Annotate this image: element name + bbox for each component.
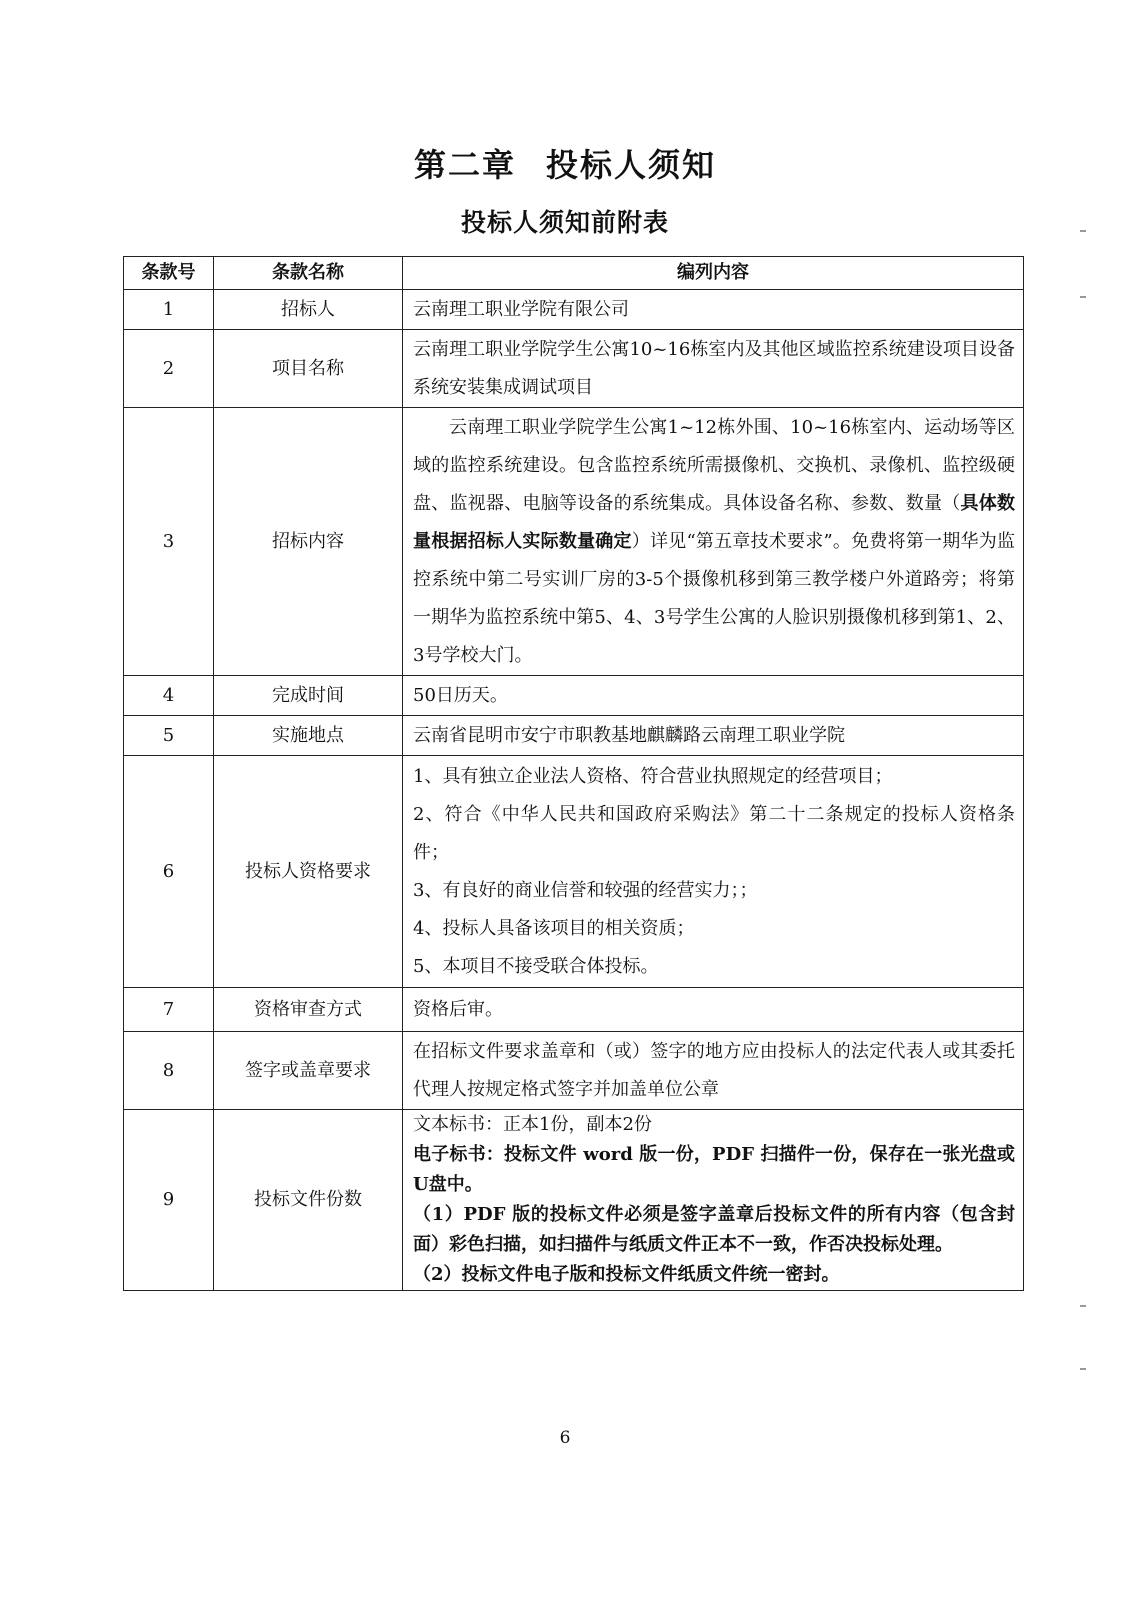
- clause-content: 云南理工职业学院学生公寓10~16栋室内及其他区域监控系统建设项目设备系统安装集成调试项目: [403, 330, 1024, 408]
- clause-name: 实施地点: [214, 716, 403, 756]
- table-row: [124, 756, 1024, 988]
- table-row: [124, 290, 1024, 330]
- clause-number: 9: [124, 1110, 214, 1291]
- clause-number: 7: [124, 988, 214, 1032]
- clause-number: 8: [124, 1032, 214, 1110]
- header-content: 编列内容: [403, 257, 1024, 290]
- chapter-name: 投标人须知: [546, 146, 717, 184]
- requirement-item: 1、具有独立企业法人资格、符合营业执照规定的经营项目；: [413, 765, 893, 787]
- content-bold-text: （1）PDF 版的投标文件必须是签字盖章后投标文件的所有内容（包含封面）彩色扫描，如扫描件与纸质文件正本不一致，作否决投标处理。: [413, 1204, 1015, 1255]
- chapter-title: [0, 140, 1130, 186]
- clause-content: 在招标文件要求盖章和（或）签字的地方应由投标人的法定代表人或其委托代理人按规定格式签字并加盖单位公章: [403, 1032, 1024, 1110]
- header-clause-name: 条款名称: [214, 257, 403, 290]
- clause-content: 资格后审。: [403, 988, 1024, 1032]
- clause-name: 资格审查方式: [214, 988, 403, 1032]
- content-text: 文本标书：正本1份，副本2份: [413, 1114, 652, 1135]
- requirement-item: 2、符合《中华人民共和国政府采购法》第二十二条规定的投标人资格条件；: [413, 803, 1015, 863]
- scan-mark: [1080, 296, 1086, 298]
- front-table: [123, 256, 1024, 1291]
- clause-number: 4: [124, 676, 214, 716]
- table-row: [124, 988, 1024, 1032]
- page-number: 6: [559, 1428, 571, 1448]
- header-clause-number: 条款号: [124, 257, 214, 290]
- clause-number: 2: [124, 330, 214, 408]
- clause-name: 投标人资格要求: [214, 756, 403, 988]
- table-row: [124, 1032, 1024, 1110]
- clause-name: 完成时间: [214, 676, 403, 716]
- clause-name: 签字或盖章要求: [214, 1032, 403, 1110]
- content-bold-text: （2）投标文件电子版和投标文件纸质文件统一密封。: [413, 1264, 840, 1285]
- clause-name: 招标人: [214, 290, 403, 330]
- clause-content: [403, 756, 1024, 988]
- clause-number: 1: [124, 290, 214, 330]
- requirement-item: 3、有良好的商业信誉和较强的经营实力；；: [413, 879, 758, 901]
- content-bold-text: 电子标书：投标文件 word 版一份，PDF 扫描件一份，保存在一张光盘或U盘中。: [413, 1144, 1015, 1195]
- clause-content: 云南省昆明市安宁市职教基地麒麟路云南理工职业学院: [403, 716, 1024, 756]
- table-row: [124, 408, 1024, 676]
- table-row: [124, 676, 1024, 716]
- scan-mark: [1080, 1305, 1086, 1307]
- table-title: 投标人须知前附表: [460, 208, 669, 237]
- clause-content: [403, 408, 1024, 676]
- clause-name: 项目名称: [214, 330, 403, 408]
- requirement-item: 4、投标人具备该项目的相关资质；: [413, 917, 695, 939]
- scan-mark: [1080, 230, 1086, 232]
- clause-number: 5: [124, 716, 214, 756]
- clause-content: 50日历天。: [403, 676, 1024, 716]
- scan-mark: [1080, 1368, 1086, 1370]
- clause-number: 6: [124, 756, 214, 988]
- table-row: [124, 330, 1024, 408]
- clause-number: 3: [124, 408, 214, 676]
- table-header-row: [124, 257, 1024, 290]
- clause-name: 招标内容: [214, 408, 403, 676]
- content-text: 云南理工职业学院学生公寓1~12栋外围、10~16栋室内、运动场等区域的监控系统建设。包含监控系统所需摄像机、交换机、录像机、监控级硬盘、监视器、电脑等设备的系统集成。具体设备名称、参数、数量（: [413, 416, 1015, 514]
- content-text: ）详见“第五章技术要求”。免费将第一期华为监控系统中第二号实训厂房的3-5个摄像机移到第三教学楼户外道路旁；将第一期华为监控系统中第5、4、3号学生公寓的人脸识别摄像机移到第1、2、3号学校大门。: [413, 530, 1016, 666]
- chapter-label: 第二章: [413, 146, 516, 184]
- table-row: [124, 716, 1024, 756]
- clause-name: 投标文件份数: [214, 1110, 403, 1291]
- table-row: [124, 1110, 1024, 1291]
- clause-content: [403, 1110, 1024, 1291]
- requirement-item: 5、本项目不接受联合体投标。: [413, 955, 659, 977]
- clause-content: 云南理工职业学院有限公司: [403, 290, 1024, 330]
- content-bold-text: 具体数量根据招标人实际数量确定: [413, 492, 1015, 552]
